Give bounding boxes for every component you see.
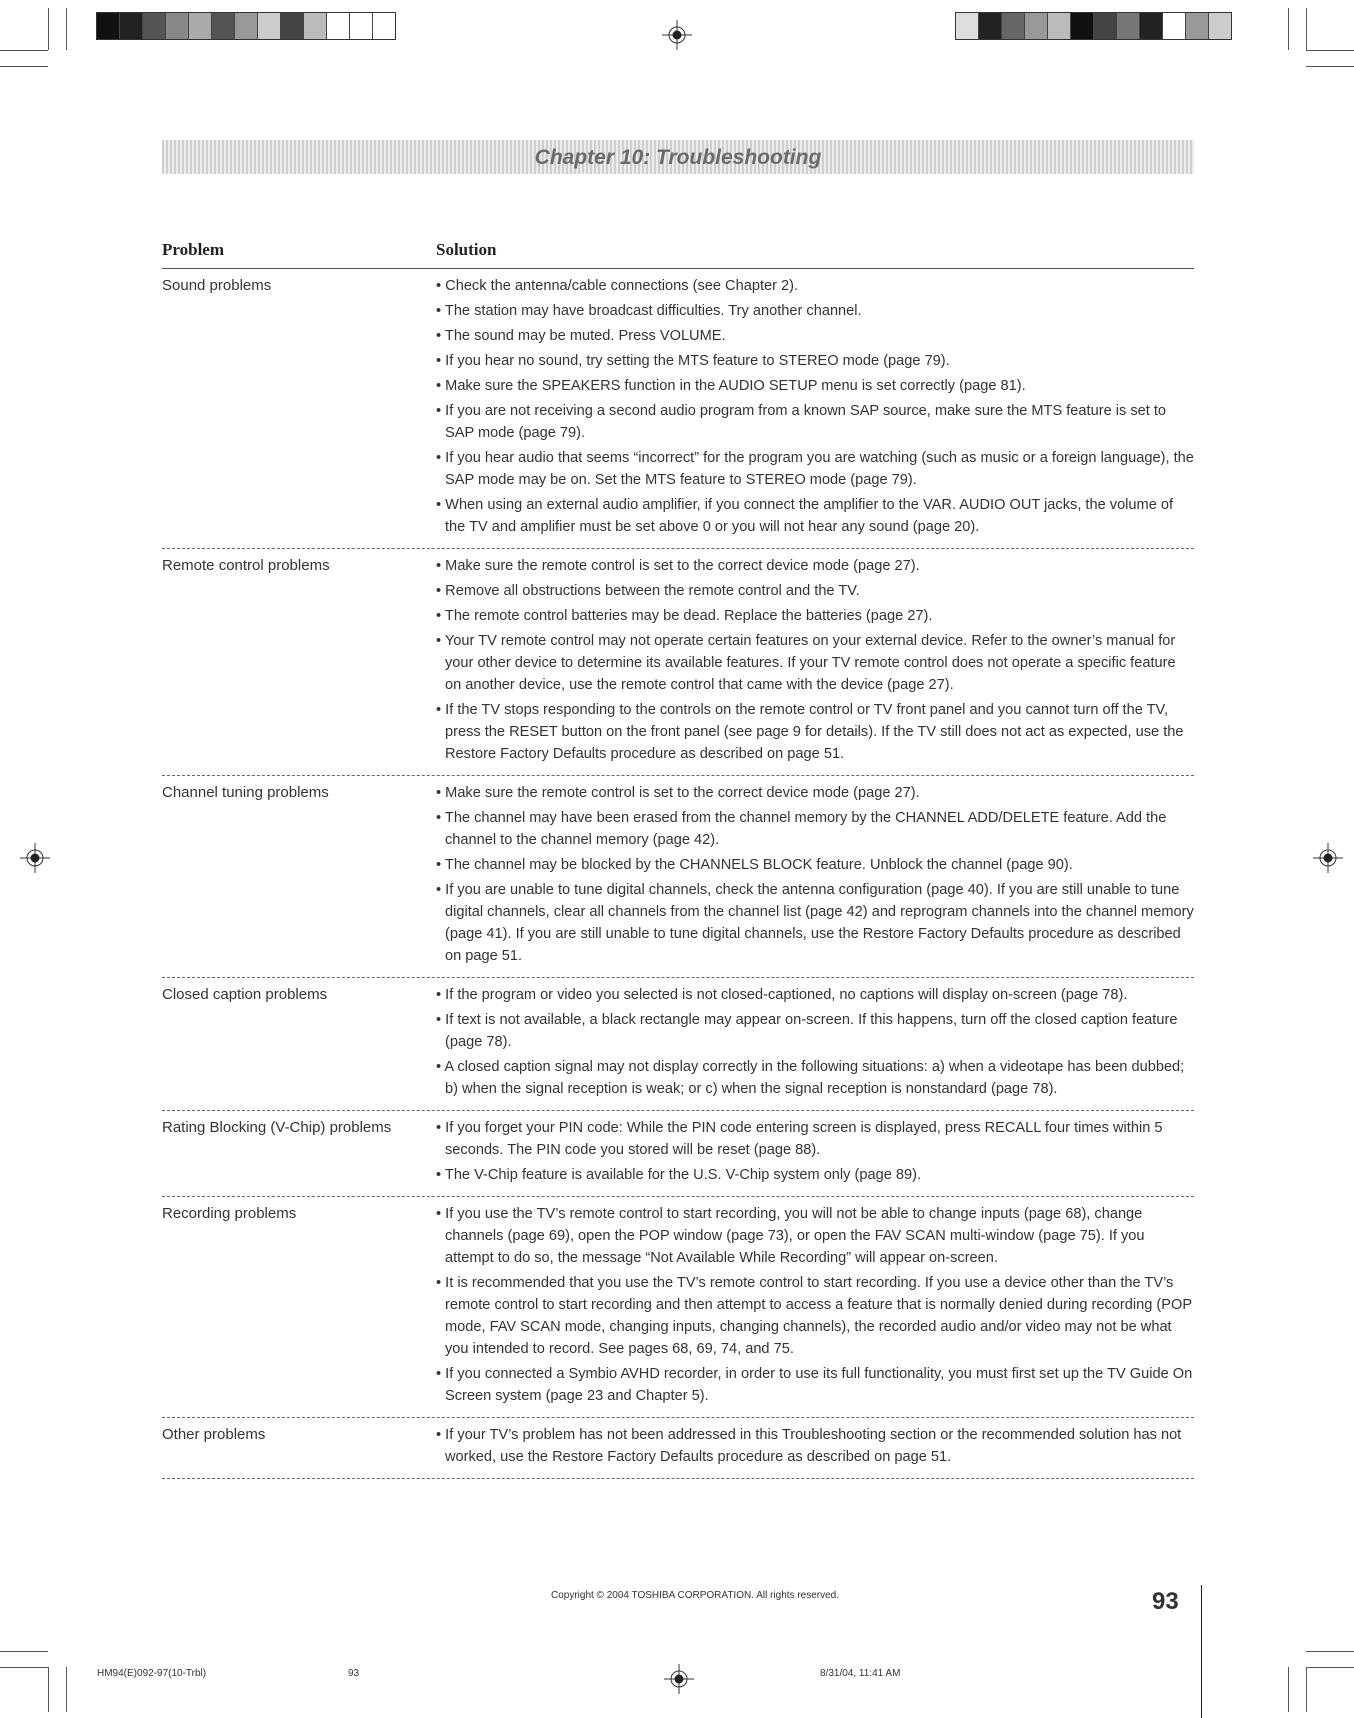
solution-item: • If you are unable to tune digital channels, check the antenna configuration (page 40). If you are still unable to tune digital channels, clear all channels from the channel list (page 42) and reprogram channels into the channel memory (page 41). If you are still unable to tune digital channels, use the Restore Factory Defaults procedure as described on page 51. <box>436 882 1194 964</box>
crop-mark <box>1306 66 1354 67</box>
problem-cell: Channel tuning problems <box>162 784 329 801</box>
solution-item: • If you connected a Symbio AVHD recorder, in order to use its full functionality, you must first set up the TV Guide On Screen system (page 23 and Chapter 5). <box>436 1366 1193 1404</box>
problem-cell: Sound problems <box>162 277 272 294</box>
crop-mark <box>1306 50 1354 51</box>
table-row <box>162 1111 1194 1197</box>
page-number: 93 <box>1152 1588 1179 1615</box>
solution-item: • The sound may be muted. Press VOLUME. <box>436 328 726 344</box>
solution-cell <box>436 782 1194 970</box>
color-bar-left <box>96 12 396 40</box>
table-row <box>162 776 1194 978</box>
solution-column-header: Solution <box>436 240 497 259</box>
crop-mark <box>48 8 49 50</box>
solution-item: • Make sure the remote control is set to the correct device mode (page 27). <box>436 785 920 801</box>
problem-cell: Recording problems <box>162 1205 297 1222</box>
crop-mark <box>0 66 48 67</box>
solution-cell <box>436 984 1194 1103</box>
registration-mark-icon <box>662 20 692 50</box>
solution-item: • When using an external audio amplifier, if you connect the amplifier to the VAR. AUDIO OUT jacks, the volume of the TV and amplifier must be set above 0 or you will not hear any sound (page 20). <box>436 497 1174 535</box>
crop-mark <box>66 8 67 50</box>
crop-mark <box>1306 1667 1354 1668</box>
registration-mark-icon <box>664 1664 694 1694</box>
solution-item: • If text is not available, a black rectangle may appear on-screen. If this happens, turn off the closed caption feature (page 78). <box>436 1012 1178 1050</box>
problem-cell: Other problems <box>162 1426 266 1443</box>
page-number-rule <box>1201 1585 1202 1718</box>
solution-item: • If the TV stops responding to the controls on the remote control or TV front panel and you cannot turn off the TV, press the RESET button on the front panel (see page 9 for details). If the TV still does not act as expected, use the Restore Factory Defaults procedure as described on page 51. <box>436 702 1184 762</box>
slug-date: 8/31/04, 11:41 AM <box>820 1668 901 1679</box>
solution-item: • If you forget your PIN code: While the PIN code entering screen is displayed, press RECALL four times within 5 seconds. The PIN code you stored will be reset (page 88). <box>436 1120 1163 1158</box>
crop-mark <box>0 1667 48 1668</box>
crop-mark <box>0 50 48 51</box>
crop-mark <box>1306 8 1307 50</box>
solution-cell <box>436 1117 1194 1189</box>
solution-item: • If you hear audio that seems “incorrect” for the program you are watching (such as music or a foreign language), the SAP mode may be on. Set the MTS feature to STEREO mode (page 79). <box>436 450 1194 488</box>
registration-mark-icon <box>20 843 50 873</box>
registration-mark-icon <box>1313 843 1343 873</box>
crop-mark <box>1288 8 1289 50</box>
solution-item: • The remote control batteries may be dead. Replace the batteries (page 27). <box>436 608 933 624</box>
color-bar-right <box>955 12 1232 40</box>
solution-item: • The channel may be blocked by the CHANNELS BLOCK feature. Unblock the channel (page 90). <box>436 857 1073 873</box>
crop-mark <box>0 1651 48 1652</box>
table-body <box>162 269 1194 1479</box>
slug-filename: HM94(E)092-97(10-Trbl) <box>97 1668 207 1679</box>
solution-item: • Your TV remote control may not operate certain features on your external device. Refer to the owner’s manual for your other device to determine its available features. If your TV remote control does not operate a specific feature on another device, use the remote control that came with the device (page 27). <box>436 633 1176 693</box>
copyright: Copyright © 2004 TOSHIBA CORPORATION. All rights reserved. <box>550 1590 840 1601</box>
solution-item: • The V-Chip feature is available for the U.S. V-Chip system only (page 89). <box>436 1167 922 1183</box>
crop-mark <box>1306 1651 1354 1652</box>
solution-cell <box>436 1203 1194 1410</box>
chapter-title: Chapter 10: Troubleshooting <box>534 146 822 169</box>
solution-cell <box>436 275 1194 541</box>
problem-cell: Closed caption problems <box>162 986 328 1003</box>
crop-mark <box>48 1667 49 1712</box>
solution-item: • Remove all obstructions between the remote control and the TV. <box>436 583 860 599</box>
table-row <box>162 1197 1194 1418</box>
crop-mark <box>1288 1667 1289 1712</box>
solution-item: • The station may have broadcast difficulties. Try another channel. <box>436 303 862 319</box>
solution-item: • If the program or video you selected is not closed-captioned, no captions will display on-screen (page 78). <box>436 987 1128 1003</box>
table-row <box>162 978 1194 1111</box>
problem-cell: Remote control problems <box>162 557 330 574</box>
crop-mark <box>1306 1667 1307 1712</box>
solution-item: • Check the antenna/cable connections (see Chapter 2). <box>436 278 799 294</box>
solution-item: • Make sure the SPEAKERS function in the AUDIO SETUP menu is set correctly (page 81). <box>436 378 1026 394</box>
table-row <box>162 269 1194 549</box>
table-header <box>162 240 1194 269</box>
table-row <box>162 549 1194 776</box>
solution-item: • A closed caption signal may not display correctly in the following situations: a) when a videotape has been dubbed; b) when the signal reception is weak; or c) when the signal reception is nonstandard (page 78). <box>436 1059 1185 1097</box>
solution-item: • If you hear no sound, try setting the MTS feature to STEREO mode (page 79). <box>436 353 950 369</box>
solution-item: • The channel may have been erased from the channel memory by the CHANNEL ADD/DELETE feature. Add the channel to the channel memory (page 42). <box>436 810 1167 848</box>
solution-item: • If your TV’s problem has not been addressed in this Troubleshooting section or the recommended solution has not worked, use the Restore Factory Defaults procedure as described on page 51. <box>436 1427 1182 1465</box>
solution-cell <box>436 555 1194 768</box>
problem-column-header: Problem <box>162 240 225 259</box>
solution-item: • Make sure the remote control is set to the correct device mode (page 27). <box>436 558 920 574</box>
troubleshooting-table <box>162 240 1194 1479</box>
solution-cell <box>436 1424 1194 1471</box>
crop-mark <box>66 1667 67 1712</box>
table-row <box>162 1418 1194 1479</box>
chapter-banner <box>162 140 1194 174</box>
solution-item: • If you are not receiving a second audio program from a known SAP source, make sure the MTS feature is set to SAP mode (page 79). <box>436 403 1167 441</box>
solution-item: • It is recommended that you use the TV’s remote control to start recording. If you use a device other than the TV’s remote control to start recording and then attempt to access a feature that is normally denied during recording (POP mode, FAV SCAN mode, changing inputs, changing channels), the recorded audio and/or video may not be what you intended to record. See pages 68, 69, 74, and 75. <box>436 1275 1192 1357</box>
solution-item: • If you use the TV’s remote control to start recording, you will not be able to change inputs (page 68), change channels (page 69), open the POP window (page 73), or open the FAV SCAN multi-window (page 75). If you attempt to do so, the message “Not Available While Recording” will appear on-screen. <box>436 1206 1145 1266</box>
problem-cell: Rating Blocking (V-Chip) problems <box>162 1119 392 1136</box>
slug-page: 93 <box>348 1668 360 1679</box>
